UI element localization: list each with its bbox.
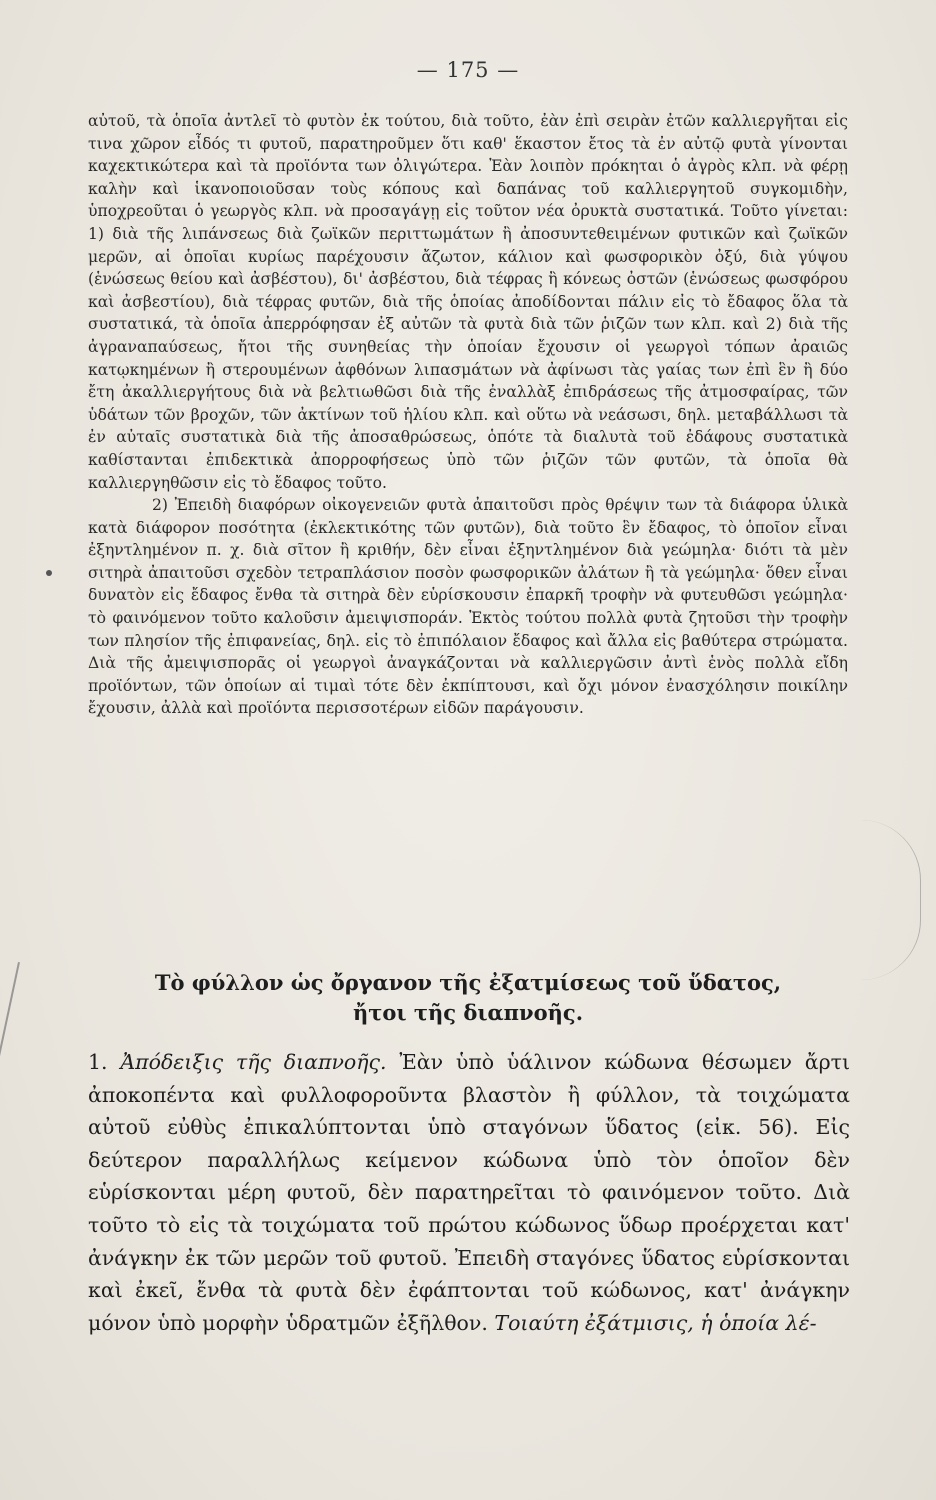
body-text-large (88, 1046, 850, 1339)
pencil-margin-arc (850, 820, 921, 980)
section-heading-line2: ἤτοι τῆς διαπνοῆς. (352, 1000, 583, 1025)
subsection-text: Ἐὰν ὑπὸ ὑάλινον κώδωνα θέσωμεν ἄρτι ἀποκοπέντα καὶ φυλλοφοροῦντα βλαστὸν ἢ φύλλον, τὰ τοιχώματα αὐτοῦ εὐθὺς ἐπικαλύπτονται ὑπὸ σταγόνων ὕδατος (εἰκ. 56). Εἰς δεύτερον παραλλήλως κείμενον κώδωνα ὑπὸ τὸν ὁποῖον δὲν εὑρίσκονται μέρη φυτοῦ, δὲν παρατηρεῖται τὸ φαινόμενον τοῦτο. Διὰ τοῦτο τὸ εἰς τὰ τοιχώματα τοῦ πρώτου κώδωνος ὕδωρ προέρχεται κατ' ἀνάγκην ἐκ τῶν μερῶν τοῦ φυτοῦ. Ἐπειδὴ σταγόνες ὕδατος εὑρίσκονται καὶ ἐκεῖ, ἔνθα τὰ φυτὰ δὲν ἐφάπτονται τοῦ κώδωνος, κατ' ἀνάγκην μόνον ὑπὸ μορφὴν ὑδρατμῶν ἐξῆλθον. (88, 1050, 851, 1335)
subsection-text-tail: Τοιαύτη ἐξάτμισις, ἡ ὁποία λέ- (494, 1310, 817, 1335)
section-heading-line1: Τὸ φύλλον ὡς ὄργανον τῆς ἐξατμίσεως τοῦ ὕδατος, (154, 970, 782, 995)
section-heading (88, 968, 848, 1028)
paragraph-soil-fertilization: αὐτοῦ, τὰ ὁποῖα ἀντλεῖ τὸ φυτὸν ἐκ τούτου, διὰ τοῦτο, ἐὰν ἐπὶ σειρὰν ἐτῶν καλλιεργῆται εἰς τινα χῶρον εἶδός τι φυτοῦ, παρατηροῦμεν ὅτι καθ' ἕκαστον ἔτος τὰ ἐν αὐτῷ φυτὰ γίνονται καχεκτικώτερα καὶ τὰ προϊόντα των ὀλιγώτερα. Ἐὰν λοιπὸν πρόκηται ὁ ἀγρὸς κλπ. νὰ φέρῃ καλὴν καὶ ἱκανοποιοῦσαν τοὺς κόπους καὶ δαπάνας τοῦ καλλιεργητοῦ συγκομιδὴν, ὑποχρεοῦται ὁ γεωργὸς κλπ. νὰ προσαγάγῃ εἰς τοῦτον νέα ὀρυκτὰ συστατικά. Τοῦτο γίνεται: 1) διὰ τῆς λιπάνσεως διὰ ζωϊκῶν περιττωμάτων ἢ ἀποσυντεθειμένων φυτικῶν καὶ ζωϊκῶν μερῶν, αἱ ὁποῖαι κυρίως παρέχουσιν ἄζωτον, κάλιον καὶ φωσφορικὸν ὀξύ, διὰ γύψου (ἑνώσεως θείου καὶ ἀσβέστου), δι' ἀσβέστου, διὰ τέφρας ἢ κόνεως ὀστῶν (ἑνώσεως φωσφόρου καὶ ἀσβεστίου), διὰ τέφρας φυτῶν, διὰ τῆς ὁποίας ἀποδίδονται πάλιν εἰς τὸ ἔδαφος ὅλα τὰ συστατικά, τὰ ὁποῖα ἀπερρόφησαν ἐξ αὐτῶν τὰ φυτὰ διὰ τῶν ῥιζῶν των κλπ. καὶ 2) διὰ τῆς ἀγραναπαύσεως, ἤτοι τῆς συνηθείας τὴν ὁποίαν ἔχουσιν οἱ γεωργοὶ τόπων ἀραιῶς κατῳκημένων ἢ στερουμένων ἀφθόνων λιπασμάτων νὰ ἀφίνωσι τὰς γαίας των ἐπὶ ἓν ἢ δύο ἔτη ἀκαλλιεργήτους διὰ νὰ βελτιωθῶσι διὰ τῆς ἐναλλὰξ ἐπιδράσεως τῆς ἀτμοσφαίρας, τῶν ὑδάτων τῶν βροχῶν, τῶν ἀκτίνων τοῦ ἡλίου κλπ. καὶ οὕτω νὰ νεάσωσι, δηλ. μεταβάλλωσι τὰ ἐν αὐταῖς συστατικὰ διὰ τῆς ἀποσαθρώσεως, ὁπότε τὰ διαλυτὰ τοῦ ἐδάφους συστατικὰ καθίστανται ἐπιδεκτικὰ ἀπορροφήσεως ὑπὸ τῶν ῥιζῶν τῶν φυτῶν, τὰ ὁποῖα θὰ καλλιεργηθῶσιν εἰς τὸ ἔδαφος τοῦτο. (88, 112, 848, 492)
subsection-number: 1. (88, 1050, 108, 1074)
page-number: — 175 — (416, 58, 520, 82)
pencil-margin-stroke (0, 962, 20, 1072)
body-text-small (88, 110, 848, 720)
paragraph-crop-rotation: 2) Ἐπειδὴ διαφόρων οἰκογενειῶν φυτὰ ἀπαιτοῦσι πρὸς θρέψιν των τὰ διάφορα ὑλικὰ κατὰ διάφορον ποσότητα (ἐκλεκτικότης τῶν φυτῶν), διὰ τοῦτο ἓν ἔδαφος, τὸ ὁποῖον εἶναι ἐξηντλημένον π. χ. διὰ σῖτον ἢ κριθήν, δὲν εἶναι ἐξηντλημένον διὰ γεώμηλα· διότι τὰ μὲν σιτηρὰ ἀπαιτοῦσι σχεδὸν τετραπλάσιον ποσὸν φωσφορικῶν ἀλάτων ἢ τὰ γεώμηλα· ὅθεν εἶναι δυνατὸν εἰς ἔδαφος ἔνθα τὰ σιτηρὰ δὲν εὑρίσκουσιν ἐπαρκῆ τροφὴν νὰ φυτευθῶσι γεώμηλα· τὸ φαινόμενον τοῦτο καλοῦσιν ἀμειψισποράν. Ἐκτὸς τούτου πολλὰ φυτὰ ζητοῦσι τὴν τροφὴν των πλησίον τῆς ἐπιφανείας, δηλ. εἰς τὸ ἐπιπόλαιον ἔδαφος καὶ ἄλλα εἰς βαθύτερα στρώματα. Διὰ τῆς ἀμειψισπορᾶς οἱ γεωργοὶ ἀναγκάζονται νὰ καλλιεργῶσιν ἀντὶ ἑνὸς πολλὰ εἴδη προϊόντων, τῶν ὁποίων αἱ τιμαὶ τότε δὲν ἐκπίπτουσι, καὶ ὄχι μόνον ἐνασχόλησιν ποικίλην ἔχουσιν, ἀλλὰ καὶ προϊόντα περισσοτέρων εἰδῶν παράγουσιν. (88, 496, 848, 718)
paragraph-transpiration-proof (88, 1046, 850, 1339)
margin-dot-mark (46, 570, 52, 576)
subsection-title: Ἀπόδειξις τῆς διαπνοῆς. (120, 1050, 387, 1074)
